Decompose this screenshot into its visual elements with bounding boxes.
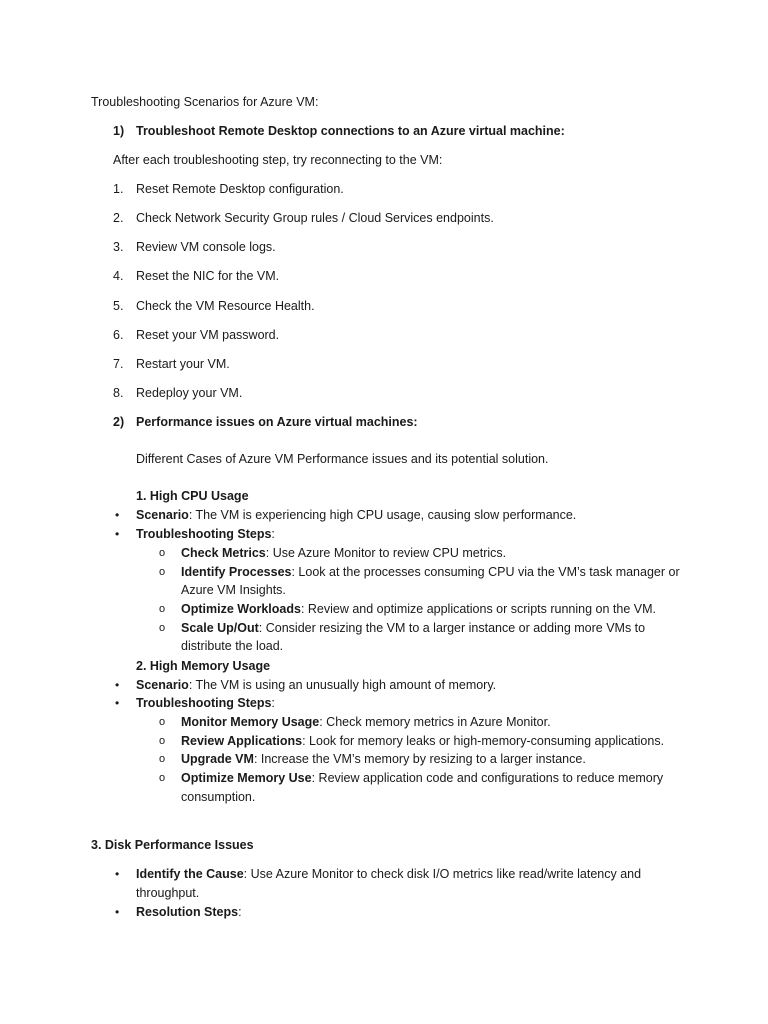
step-text: Reset the NIC for the VM. xyxy=(136,269,280,283)
step-number: 2. xyxy=(113,211,124,225)
step-text: Reset your VM password. xyxy=(136,328,280,342)
step-number: 3. xyxy=(113,240,124,254)
circle-bullet-icon: o xyxy=(159,622,166,634)
case-1-item-continuation: Azure VM Insights. xyxy=(181,583,286,597)
case-2-item: Optimize Memory Use: Review application code and configurations to reduce memory xyxy=(181,771,664,785)
doc-title: Troubleshooting Scenarios for Azure VM: xyxy=(91,95,319,109)
bullet-icon: • xyxy=(115,905,120,919)
circle-bullet-icon: o xyxy=(159,772,166,784)
case-1-heading: 1. High CPU Usage xyxy=(136,489,249,503)
case-2-heading: 2. High Memory Usage xyxy=(136,659,271,673)
case-1-item: Identify Processes: Look at the processes consuming CPU via the VM’s task manager or xyxy=(181,565,680,579)
circle-bullet-icon: o xyxy=(159,547,166,559)
section-1-heading: Troubleshoot Remote Desktop connections to an Azure virtual machine: xyxy=(136,124,565,138)
case-1-scenario: Scenario: The VM is experiencing high CPU usage, causing slow performance. xyxy=(136,508,577,522)
case-2-item-continuation: consumption. xyxy=(181,790,256,804)
step-text: Check Network Security Group rules / Cloud Services endpoints. xyxy=(136,211,494,225)
case-1-item: Optimize Workloads: Review and optimize applications or scripts running on the VM. xyxy=(181,602,656,616)
step-number: 5. xyxy=(113,299,124,313)
section-3-cause: Identify the Cause: Use Azure Monitor to check disk I/O metrics like read/write latency and xyxy=(136,867,642,881)
case-2-item: Monitor Memory Usage: Check memory metrics in Azure Monitor. xyxy=(181,715,551,729)
step-number: 7. xyxy=(113,357,124,371)
section-3-cause-continuation: throughput. xyxy=(136,886,200,900)
bullet-icon: • xyxy=(115,527,120,541)
case-2-scenario: Scenario: The VM is using an unusually high amount of memory. xyxy=(136,678,497,692)
step-text: Reset Remote Desktop configuration. xyxy=(136,182,344,196)
case-2-item: Upgrade VM: Increase the VM’s memory by resizing to a larger instance. xyxy=(181,752,586,766)
section-1-intro: After each troubleshooting step, try reconnecting to the VM: xyxy=(113,153,443,167)
case-1-item: Scale Up/Out: Consider resizing the VM to a larger instance or adding more VMs to xyxy=(181,621,646,635)
case-2-item: Review Applications: Look for memory leaks or high-memory-consuming applications. xyxy=(181,734,665,748)
section-2-heading: Performance issues on Azure virtual machines: xyxy=(136,415,418,429)
step-text: Redeploy your VM. xyxy=(136,386,243,400)
section-3-resolution-label: Resolution Steps: xyxy=(136,905,242,919)
step-number: 4. xyxy=(113,269,124,283)
bullet-icon: • xyxy=(115,678,120,692)
case-1-item: Check Metrics: Use Azure Monitor to review CPU metrics. xyxy=(181,546,507,560)
section-1-number: 1) xyxy=(113,124,125,138)
circle-bullet-icon: o xyxy=(159,566,166,578)
circle-bullet-icon: o xyxy=(159,735,166,747)
step-text: Check the VM Resource Health. xyxy=(136,299,315,313)
circle-bullet-icon: o xyxy=(159,603,166,615)
circle-bullet-icon: o xyxy=(159,753,166,765)
step-number: 1. xyxy=(113,182,124,196)
bullet-icon: • xyxy=(115,696,120,710)
step-text: Review VM console logs. xyxy=(136,240,276,254)
bullet-icon: • xyxy=(115,867,120,881)
section-3-heading: 3. Disk Performance Issues xyxy=(91,838,254,852)
step-text: Restart your VM. xyxy=(136,357,230,371)
case-1-steps-label: Troubleshooting Steps: xyxy=(136,527,275,541)
step-number: 8. xyxy=(113,386,124,400)
circle-bullet-icon: o xyxy=(159,716,166,728)
case-2-steps-label: Troubleshooting Steps: xyxy=(136,696,275,710)
section-2-intro: Different Cases of Azure VM Performance issues and its potential solution. xyxy=(136,452,549,466)
case-1-item-continuation: distribute the load. xyxy=(181,639,284,653)
step-number: 6. xyxy=(113,328,124,342)
bullet-icon: • xyxy=(115,508,120,522)
section-2-number: 2) xyxy=(113,415,125,429)
